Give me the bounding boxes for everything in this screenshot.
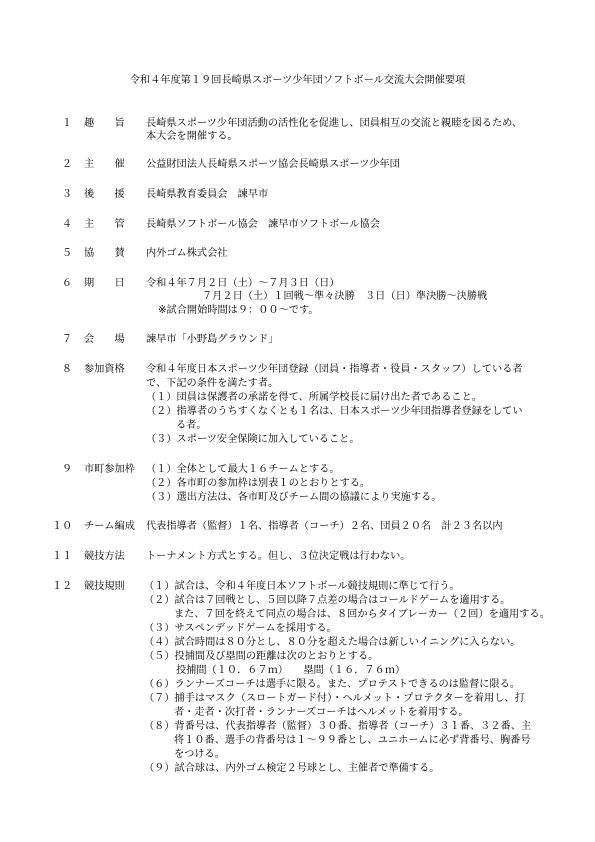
- section-text: ※試合開始時間は９：００～です。: [158, 305, 319, 316]
- section-text: 令和４年７月２日（土）～７月３日（日）: [146, 278, 340, 289]
- section-number: １２: [52, 581, 73, 592]
- section-text: 代表指導者（監督）１名、指導者（コーチ）２名、団員２０名 計２３名以内: [146, 521, 503, 532]
- section-number: ３: [61, 189, 72, 200]
- section-text: （２）指導者のうちすくなくとも１名は、日本スポーツ少年団指導者登録をしてい: [146, 406, 523, 417]
- section-text: 諫早市「小野島グラウンド」: [146, 334, 279, 345]
- section-text: る者。: [176, 420, 207, 431]
- section-number: １: [61, 118, 72, 129]
- section-label: 参加資格: [84, 364, 125, 375]
- section-number: １０: [52, 521, 73, 532]
- section-text: 令和４年度日本スポーツ少年団登録（団員・指導者・役員・スタッフ）している者: [146, 364, 523, 375]
- section-text: 本大会を開催する。: [146, 131, 238, 142]
- section-label: 競技規則: [84, 581, 125, 592]
- section-text: トーナメント方式とする。但し、３位決定戦は行わない。: [146, 551, 411, 562]
- section-label: 競技方法: [84, 551, 125, 562]
- rule-item: 投捕間（１０．６７ｍ） 塁間（１６．７６ｍ）: [176, 665, 406, 676]
- rule-item: （４）試合時間は８０分とし、８０分を超えた場合は新しいイニングに入らない。: [144, 637, 521, 648]
- section-text: （２）各市町の参加枠は別表１のとおりとする。: [146, 478, 371, 489]
- rule-item: 将１０番、選手の背番号は１～９９番とし、ユニホームに必ず背番号、胸番号: [174, 735, 531, 746]
- section-label: 主 管: [84, 219, 125, 230]
- rule-item: （８）背番号は、代表指導者（監督）３０番、指導者（コーチ）３１番、３２番、主: [144, 721, 532, 732]
- section-number: ４: [61, 219, 72, 230]
- rule-item: また、７回を終えて同点の場合は、８回からタイブレーカー（２回）を適用する。: [174, 609, 550, 620]
- section-label: 趣 旨: [84, 118, 125, 129]
- rule-item: 者・走者・次打者・ランナーズコーチはヘルメットを着用する。: [174, 707, 469, 718]
- section-text: で、下記の条件を満たす者。: [146, 378, 279, 389]
- rule-item: （３）サスペンデッドゲームを採用する。: [144, 623, 337, 634]
- section-text: （１）団員は保護者の承諾を得て、所属学校長に届け出た者であること。: [146, 392, 482, 403]
- section-text: 内外ゴム株式会社: [146, 248, 228, 259]
- rule-item: （９）試合球は、内外ゴム検定２号球とし、主催者で準備する。: [144, 763, 440, 774]
- section-number: ７: [61, 334, 72, 345]
- section-label: 期 日: [84, 278, 125, 289]
- section-label: 後 援: [84, 189, 125, 200]
- section-number: ２: [61, 159, 72, 170]
- section-label: 会 場: [84, 334, 125, 345]
- section-text: （３）選出方法は、各市町及びチーム間の協議により実施する。: [146, 492, 442, 503]
- section-text: 公益財団法人長崎県スポーツ協会長崎県スポーツ少年団: [146, 159, 400, 170]
- section-number: ６: [61, 278, 72, 289]
- section-label: 主 催: [84, 159, 125, 170]
- section-text: 長崎県教育委員会 諫早市: [146, 189, 269, 200]
- section-number: １１: [52, 551, 73, 562]
- document-title: 令和４年度第１９回長崎県スポーツ少年団ソフトボール交流大会開催要項: [129, 75, 466, 86]
- rule-item: （５）投捕間及び塁間の距離は次のとおりとする。: [144, 651, 379, 662]
- section-text: （３）スポーツ安全保険に加入していること。: [146, 434, 360, 445]
- section-label: チーム編成: [84, 521, 135, 532]
- section-number: ８: [61, 364, 72, 375]
- rule-item: （６）ランナーズコーチは選手に限る。また、プロテストできるのは監督に限る。: [144, 679, 521, 690]
- section-label: 協 賛: [84, 248, 125, 259]
- section-label: 市町参加枠: [84, 464, 135, 475]
- section-number: ５: [61, 248, 72, 259]
- rule-item: （２）試合は７回戦とし、５回以降７点差の場合はコールドゲームを適用する。: [144, 595, 511, 606]
- section-text: 長崎県スポーツ少年団活動の活性化を促進し、団員相互の交流と親睦を図るため、: [146, 118, 523, 129]
- section-text: ７月２日（土）１回戦～準々決勝 ３日（日）準決勝～決勝戦: [202, 291, 488, 302]
- section-text: 長崎県ソフトボール協会 諫早市ソフトボール協会: [146, 219, 380, 230]
- section-text: （１）全体として最大１６チームとする。: [146, 464, 340, 475]
- rule-item: （１）試合は、令和４年度日本ソフトボール競技規則に準じて行う。: [144, 581, 460, 592]
- rule-item: をつける。: [174, 749, 225, 760]
- rule-item: （７）捕手はマスク（スロートガード付）・ヘルメット・プロテクターを着用し、打: [144, 693, 525, 704]
- section-number: ９: [61, 464, 72, 475]
